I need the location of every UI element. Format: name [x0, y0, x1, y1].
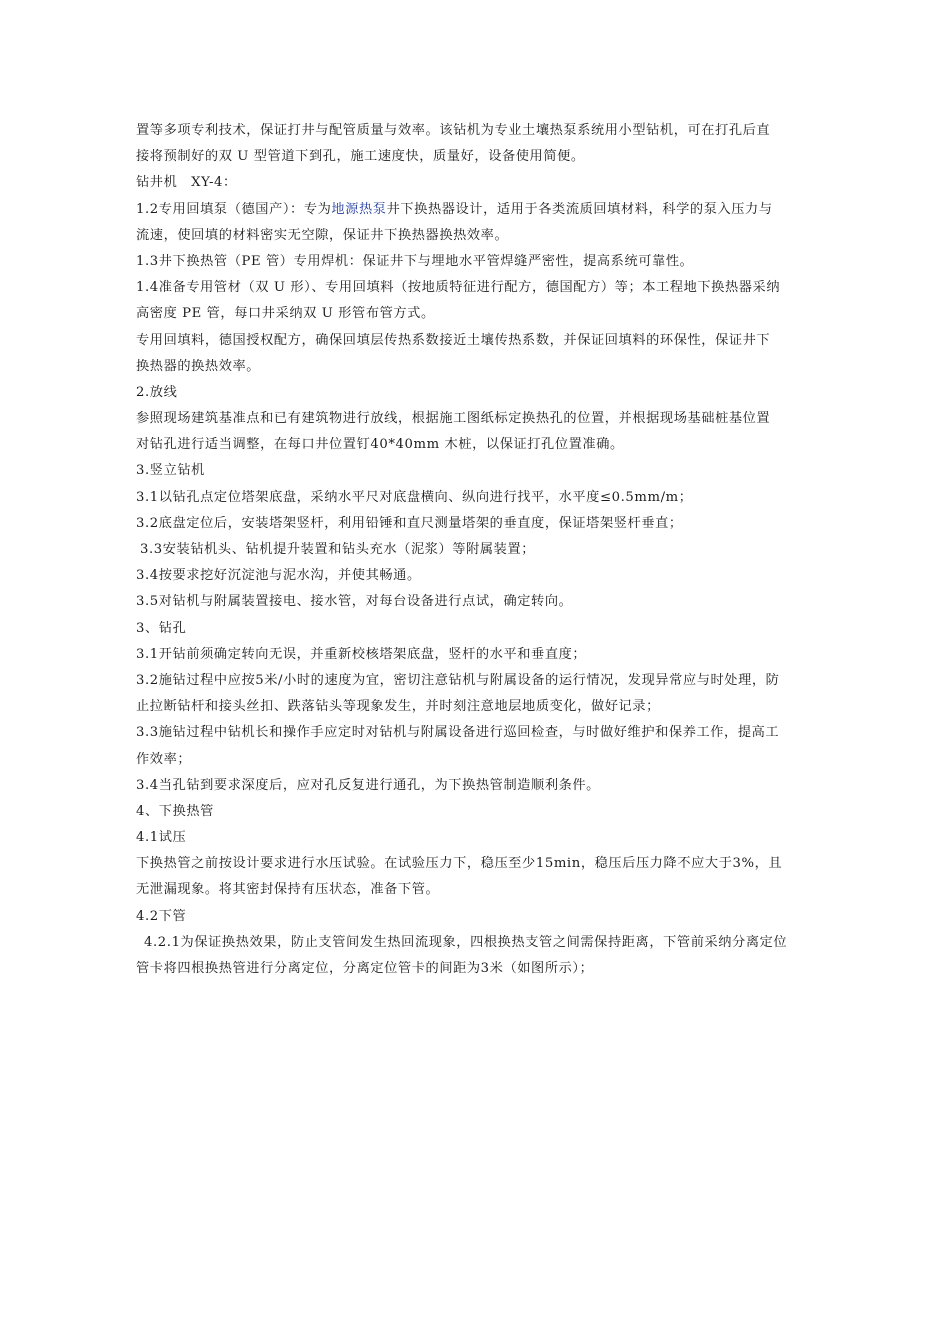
- text-line: 3.3施钻过程中钻机长和操作手应定时对钻机与附属设备进行巡回检查，与时做好维护和保养工作，提高工: [136, 725, 780, 741]
- subsection-heading: 4.1试压: [136, 830, 187, 846]
- text-line: 3.5对钻机与附属装置接电、接水管，对每台设备进行点试，确定转向。: [136, 594, 573, 610]
- text-line: 钻井机 XY-4：: [136, 175, 237, 191]
- subsection-heading: 4.2下管: [136, 908, 187, 924]
- text-line: 流速，使回填的材料密实无空隙，保证井下换热器换热效率。: [136, 227, 509, 243]
- text-line: 对钻孔进行适当调整，在每口井位置钉40*40mm 木桩，以保证打孔位置准确。: [136, 437, 624, 453]
- text-line: 3.3安装钻机头、钻机提升装置和钻头充水（泥浆）等附属装置；: [140, 542, 536, 557]
- text-line: 换热器的换热效率。: [136, 358, 261, 374]
- text-line: 高密度 PE 管，每口井采纳双 U 形管布管方式。: [136, 306, 435, 322]
- text-line: 专用回填料，德国授权配方，确保回填层传热系数接近土壤传热系数，并保证回填料的环保性，保证井下: [136, 332, 771, 348]
- text-line: 1.3井下换热管（PE 管）专用焊机：保证井下与埋地水平管焊缝严密性，提高系统可靠性。: [136, 253, 694, 269]
- text-line: 参照现场建筑基准点和已有建筑物进行放线，根据施工图纸标定换热孔的位置，并根据现场基础桩基位置: [136, 411, 771, 427]
- text-line: 接将预制好的双 U 型管道下到孔，施工速度快，质量好，设备使用简便。: [136, 149, 585, 165]
- text-line: 止拉断钻杆和接头丝扣、跌落钻头等现象发生，并时刻注意地层地质变化，做好记录；: [136, 699, 660, 715]
- section-heading: 3、钻孔: [136, 620, 187, 636]
- text-line-with-link: [136, 197, 816, 223]
- text-line: 下换热管之前按设计要求进行水压试验。在试验压力下，稳压至少15min，稳压后压力降不应大于3%，且: [136, 856, 783, 872]
- text-line: 3.4按要求挖好沉淀池与泥水沟，并使其畅通。: [136, 568, 421, 584]
- text-line: 管卡将四根换热管进行分离定位，分离定位管卡的间距为3米（如图所示）；: [136, 961, 594, 976]
- ground-source-heat-pump-link[interactable]: 地源热泵: [331, 201, 387, 217]
- text-line: 3.4当孔钻到要求深度后，应对孔反复进行通孔，为下换热管制造顺利条件。: [136, 777, 600, 793]
- text-segment: 1.2专用回填泵（德国产）：专为: [136, 201, 332, 217]
- text-line: 置等多项专利技术，保证打井与配管质量与效率。该钻机为专业土壤热泵系统用小型钻机，可在打孔后直: [136, 123, 771, 138]
- text-line: 3.1以钻孔点定位塔架底盘，采纳水平尺对底盘横向、纵向进行找平，水平度≤0.5mm/m；: [136, 489, 693, 505]
- section-heading: 3.竖立钻机: [136, 463, 205, 479]
- document-body: [136, 118, 816, 982]
- text-line: 3.2施钻过程中应按5米/小时的速度为宜，密切注意钻机与附属设备的运行情况，发现异常应与时处理，防: [136, 672, 780, 688]
- text-line: 3.1开钻前须确定转向无误，并重新校核塔架底盘，竖杆的水平和垂直度；: [136, 646, 587, 662]
- text-line: 3.2底盘定位后，安装塔架竖杆，利用铅锤和直尺测量塔架的垂直度，保证塔架竖杆垂直；: [136, 515, 683, 531]
- text-segment: 井下换热器设计，适用于各类流质回填材料，科学的泵入压力与: [386, 201, 773, 217]
- text-line: 4.2.1为保证换热效果，防止支管间发生热回流现象，四根换热支管之间需保持距离，下管前采纳分离定位: [144, 934, 788, 950]
- text-line: 无泄漏现象。将其密封保持有压状态，准备下管。: [136, 882, 440, 898]
- section-heading: 4、下换热管: [136, 803, 214, 819]
- text-line: 作效率；: [136, 751, 192, 767]
- text-line: 1.4准备专用管材（双 U 形）、专用回填料（按地质特征进行配方，德国配方）等；本工程地下换热器采纳: [136, 280, 781, 296]
- section-heading: 2.放线: [136, 384, 178, 400]
